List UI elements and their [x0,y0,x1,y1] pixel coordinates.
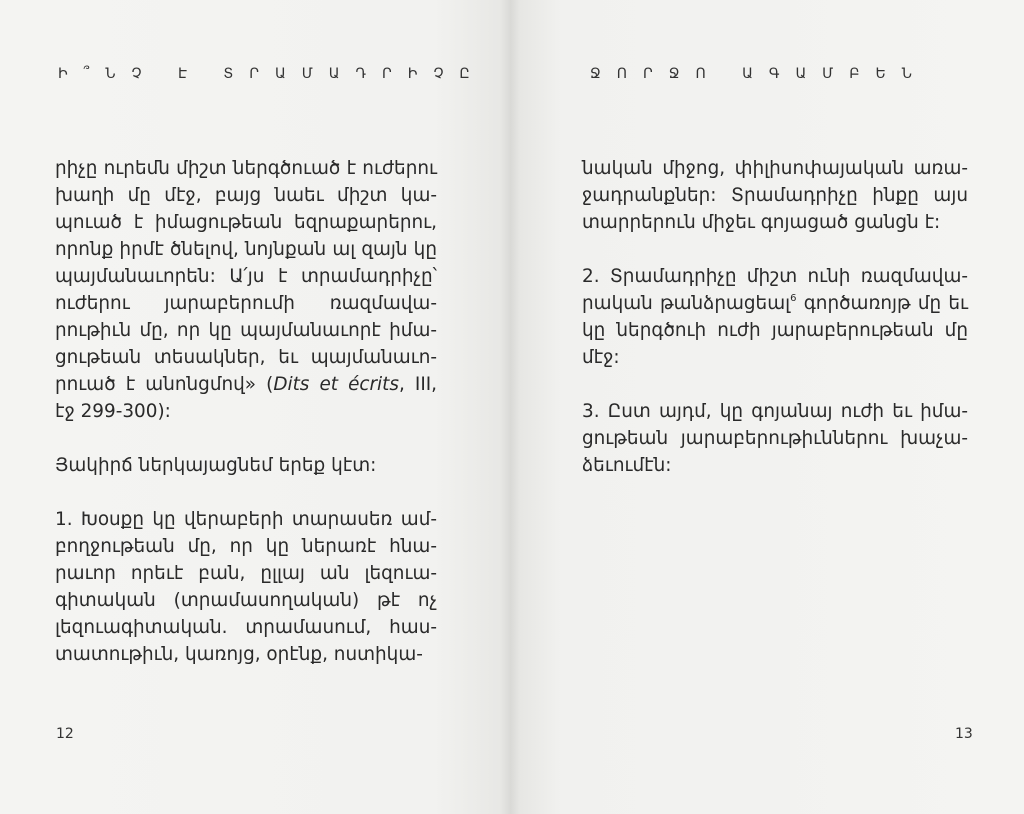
left-page-body [55,155,437,668]
paragraph-point-1: 1. Խօսքը կը վերաբերի տարասեռ ամբողջութեան մը, որ կը ներառէ հնարաւոր որեւէ բան, ըլլայ ան լեզուագիտական (տրամասողական) թէ ոչ լեզուագիտական. տրամասում, հաստատութիւն, կառոյց, օրէնք, ոստիկա- [55,509,437,665]
paragraph-intro-points: Յակիրճ ներկայացնեմ երեք կէտ: [55,455,377,476]
paragraph-point-3: 3. Ըստ այդմ, կը գոյանայ ուժի եւ իմացութեան յարաբերութիւններու խաչաձեւումէն: [582,401,968,476]
left-page [0,0,510,814]
paragraph-quote-continuation [55,155,437,425]
citation-reference: , III, էջ 299-300): [55,374,438,422]
quote-text: րիչը ուրեմն միշտ ներգծուած է ուժերու խաղի մը մէջ, բայց նաեւ միշտ կապուած է իմացութեան եզրաքարերու, որոնք իրմէ ծնելով, նոյնքան ալ զայն կը պայմանաւորեն: Ա՛յս է տրամադրիչը՝ ուժերու յարաբերումի ռազմավարութիւն մը, որ կը պայմանաւորէ իմացութեան տեսակներ, եւ պայմանաւորուած է անոնցմով» ( [55,158,437,395]
paragraph-point-2 [582,263,968,371]
point-2-text-a: 2. Տրամադրիչը միշտ ունի ռազմավարական թանձրացեալ [582,266,968,314]
page-number-left: 12 [56,726,74,742]
right-page-body [582,155,968,479]
point-2-text-b: գործառոյթ մը եւ կը ներգծուի ուժի յարաբերութեան մը մէջ: [582,293,968,368]
page-number-right: 13 [955,726,973,742]
footnote-marker: 6 [790,293,797,304]
running-head-right: ՋՈՐՋՈ ԱԳԱՄԲԵՆ [590,66,928,82]
book-gutter [500,0,520,814]
paragraph-point-1-continuation: նական միջոց, փիլիսոփայական առաջադրանքներ: Տրամադրիչը ինքը այս տարրերուն միջեւ գոյացած ցանցն է: [582,158,968,233]
running-head-left: Ի՞ՆՉ Է ՏՐԱՄԱԴՐԻՉԸ [58,66,486,82]
right-page [510,0,1024,814]
citation-title: Dits et écrits [273,374,399,395]
